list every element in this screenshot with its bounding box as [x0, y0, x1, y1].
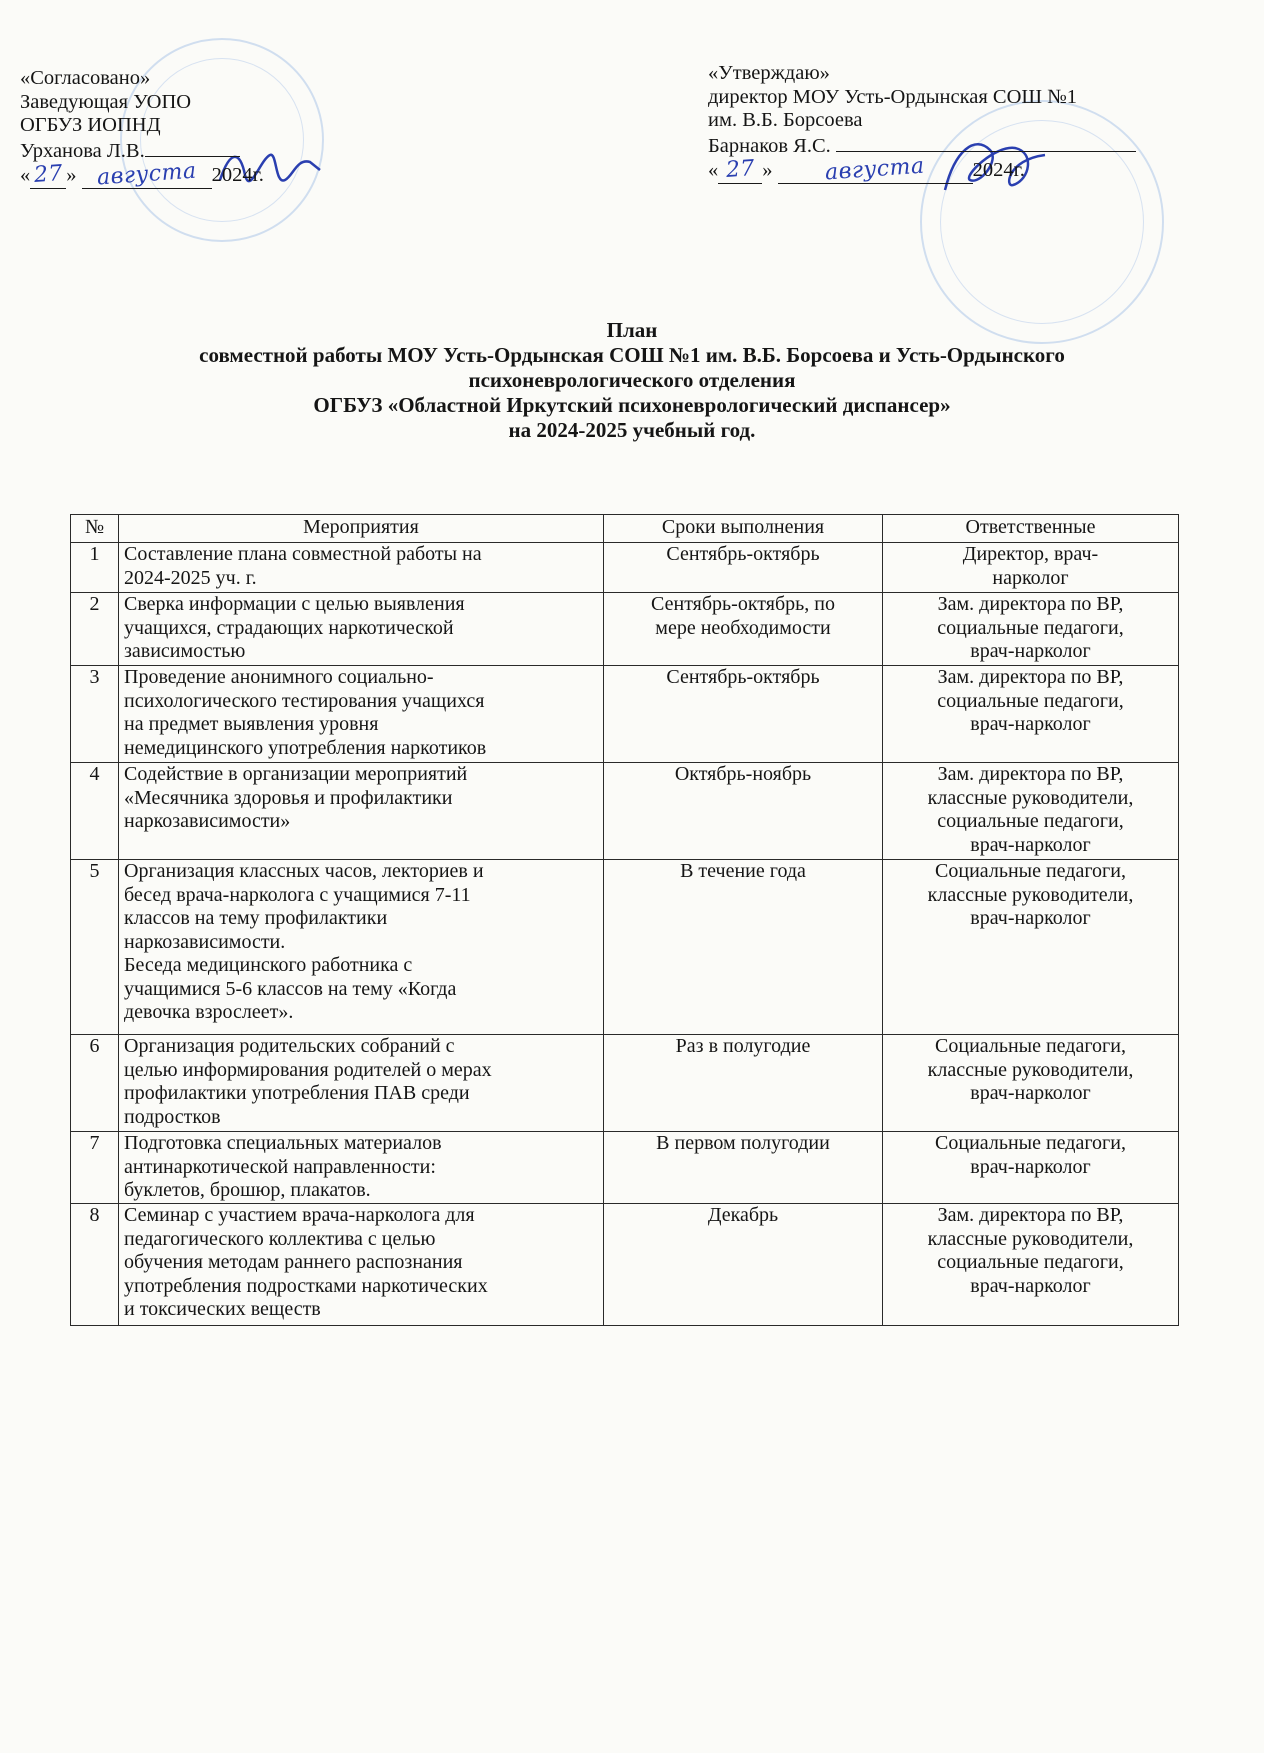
cell-term-line: Сентябрь-октябрь	[666, 666, 820, 688]
cell-resp	[883, 860, 1179, 1035]
cell-num: 2	[71, 593, 119, 666]
header-term: Сроки выполнения	[604, 515, 883, 543]
plan-table	[70, 514, 1179, 1326]
cell-event-line: бесед врача-нарколога с учащимися 7-11	[124, 883, 471, 906]
cell-event-line: классов на тему профилактики	[124, 907, 388, 929]
cell-term-line: мере необходимости	[655, 616, 831, 639]
cell-event	[119, 763, 604, 860]
title-line: психоневрологического отделения	[468, 368, 796, 392]
signature-underline	[145, 138, 240, 157]
cell-event	[119, 593, 604, 666]
approved-date-year: 2024г.	[972, 159, 1025, 181]
agreed-signer-name: Урханова Л.В.	[20, 139, 145, 162]
cell-resp	[883, 1132, 1179, 1204]
approved-signer-name: Барнаков Я.С.	[708, 134, 831, 157]
title-line: совместной работы МОУ Усть-Ордынская СОШ №1 им. В.Б. Борсоева и Усть-Ордынского	[199, 343, 1065, 367]
header-event: Мероприятия	[119, 515, 604, 543]
cell-event-line: употребления подростками наркотических	[124, 1274, 488, 1297]
cell-term	[604, 1204, 883, 1326]
cell-resp-line: нарколог	[992, 566, 1069, 589]
date-quote-close: »	[66, 164, 77, 186]
cell-event-line: и токсических веществ	[124, 1298, 321, 1320]
cell-event-line: учащимися 5-6 классов на тему «Когда	[124, 977, 457, 1000]
cell-event	[119, 666, 604, 763]
table-row	[71, 593, 1179, 666]
plan-table-body	[71, 543, 1179, 1326]
cell-resp-line: социальные педагоги,	[937, 689, 1124, 712]
cell-event-line: профилактики употребления ПАВ среди	[124, 1082, 470, 1104]
cell-term	[604, 763, 883, 860]
cell-event-line: девочка взрослеет».	[124, 1001, 294, 1023]
cell-resp-line: врач-нарколог	[970, 1274, 1091, 1297]
cell-resp-line: врач-нарколог	[970, 907, 1091, 929]
cell-term-line: Октябрь-ноябрь	[674, 763, 812, 785]
cell-resp-line: Социальные педагоги,	[935, 860, 1126, 882]
title-line: ОГБУЗ «Областной Иркутский психоневрологический диспансер»	[313, 393, 951, 417]
approved-signer-line	[708, 133, 1178, 159]
table-header-row	[71, 515, 1179, 543]
cell-term	[604, 593, 883, 666]
cell-term-line: Декабрь	[707, 1204, 779, 1226]
cell-num: 7	[71, 1132, 119, 1204]
cell-num: 8	[71, 1204, 119, 1326]
cell-event-line: зависимостью	[124, 640, 246, 662]
date-quote-open: «	[708, 159, 719, 181]
header-num: №	[71, 515, 119, 543]
cell-resp-line: классные руководители,	[927, 1227, 1134, 1250]
cell-resp-line: Директор, врач-	[962, 543, 1099, 565]
cell-resp	[883, 666, 1179, 763]
cell-event-line: обучения методам раннего распознания	[124, 1251, 463, 1273]
cell-event-line: Проведение анонимного социально-	[124, 666, 434, 688]
approved-date-line	[708, 153, 1178, 186]
cell-event	[119, 543, 604, 593]
cell-resp	[883, 763, 1179, 860]
header-resp: Ответственные	[883, 515, 1179, 543]
cell-resp-line: Зам. директора по ВР,	[937, 593, 1124, 615]
cell-resp-line: социальные педагоги,	[937, 616, 1124, 639]
cell-event-line: Содействие в организации мероприятий	[124, 763, 468, 785]
date-quote-open: «	[20, 164, 31, 186]
agreed-date-day: 27	[30, 163, 66, 189]
cell-event-line: целью информирования родителей о мерах	[124, 1058, 492, 1081]
agreed-line: «Согласовано»	[20, 67, 151, 89]
cell-term	[604, 666, 883, 763]
cell-resp-line: социальные педагоги,	[937, 1251, 1124, 1273]
cell-term-line: Сентябрь-октябрь, по	[651, 593, 835, 615]
cell-event-line: Организация классных часов, лекториев и	[124, 860, 484, 882]
table-row	[71, 1132, 1179, 1204]
cell-event-line: педагогического коллектива с целью	[124, 1227, 436, 1250]
cell-resp	[883, 1204, 1179, 1326]
cell-resp	[883, 543, 1179, 593]
cell-event	[119, 1204, 604, 1326]
cell-event-line: на предмет выявления уровня	[124, 713, 379, 735]
cell-term	[604, 1132, 883, 1204]
cell-num: 6	[71, 1035, 119, 1132]
table-row	[71, 1204, 1179, 1326]
cell-num: 4	[71, 763, 119, 860]
cell-event-line: Организация родительских собраний с	[124, 1035, 455, 1057]
cell-term-line: Раз в полугодие	[675, 1035, 811, 1057]
cell-resp-line: Зам. директора по ВР,	[937, 666, 1124, 688]
cell-event	[119, 860, 604, 1035]
table-row	[71, 543, 1179, 593]
cell-resp-line: врач-нарколог	[970, 1155, 1091, 1178]
title-line: План	[606, 318, 658, 342]
cell-event-line: наркозависимости»	[124, 810, 291, 832]
agreed-date-month: августа	[82, 163, 212, 189]
cell-event-line: 2024-2025 уч. г.	[124, 566, 257, 589]
approved-line: «Утверждаю»	[708, 62, 830, 84]
cell-event	[119, 1035, 604, 1132]
document-title	[40, 318, 1224, 443]
agreed-date-year: 2024г.	[211, 164, 264, 186]
cell-resp	[883, 593, 1179, 666]
table-row	[71, 666, 1179, 763]
cell-resp-line: классные руководители,	[927, 883, 1134, 906]
table-row	[71, 763, 1179, 860]
cell-resp-line: классные руководители,	[927, 1058, 1134, 1081]
cell-event-line: Подготовка специальных материалов	[124, 1132, 442, 1154]
cell-resp-line: Социальные педагоги,	[935, 1132, 1126, 1154]
cell-event-line: Сверка информации с целью выявления	[124, 593, 465, 615]
cell-event-line: буклетов, брошюр, плакатов.	[124, 1179, 371, 1201]
approved-line: им. В.Б. Борсоева	[708, 109, 863, 131]
cell-term-line: В течение года	[680, 860, 806, 882]
cell-resp-line: врач-нарколог	[970, 833, 1091, 856]
agreed-date-line	[20, 158, 350, 191]
cell-num: 5	[71, 860, 119, 1035]
cell-event-line: Беседа медицинского работника с	[124, 954, 413, 976]
cell-resp-line: Зам. директора по ВР,	[937, 763, 1124, 785]
cell-resp-line: Социальные педагоги,	[935, 1035, 1126, 1057]
cell-event-line: антинаркотической направленности:	[124, 1155, 436, 1178]
cell-event-line: наркозависимости.	[124, 930, 286, 953]
cell-resp-line: врач-нарколог	[970, 713, 1091, 735]
cell-event-line: учащихся, страдающих наркотической	[124, 616, 454, 639]
cell-resp-line: социальные педагоги,	[937, 810, 1124, 832]
agreed-line: ОГБУЗ ИОПНД	[20, 114, 161, 136]
cell-event-line: Составление плана совместной работы на	[124, 543, 482, 565]
cell-num: 3	[71, 666, 119, 763]
cell-term	[604, 1035, 883, 1132]
cell-resp-line: Зам. директора по ВР,	[937, 1204, 1124, 1226]
table-row	[71, 1035, 1179, 1132]
cell-event-line: немедицинского употребления наркотиков	[124, 736, 487, 759]
cell-event-line: «Месячника здоровья и профилактики	[124, 786, 453, 809]
cell-resp-line: врач-нарколог	[970, 1082, 1091, 1104]
cell-term	[604, 543, 883, 593]
cell-term	[604, 860, 883, 1035]
cell-term-line: В первом полугодии	[656, 1132, 830, 1154]
cell-event-line: Семинар с участием врача-нарколога для	[124, 1204, 475, 1226]
cell-event	[119, 1132, 604, 1204]
cell-term-line: Сентябрь-октябрь	[666, 543, 820, 565]
agreed-block	[20, 67, 350, 189]
approved-block	[708, 62, 1178, 184]
approved-line: директор МОУ Усть-Ордынская СОШ №1	[708, 85, 1078, 108]
cell-resp	[883, 1035, 1179, 1132]
approved-date-month: августа	[778, 158, 973, 184]
cell-event-line: психологического тестирования учащихся	[124, 689, 485, 712]
cell-event-line: подростков	[124, 1105, 221, 1128]
cell-resp-line: врач-нарколог	[970, 640, 1091, 662]
table-row	[71, 860, 1179, 1035]
cell-num: 1	[71, 543, 119, 593]
signature-underline	[836, 133, 1136, 152]
cell-resp-line: классные руководители,	[927, 786, 1134, 809]
title-line: на 2024-2025 учебный год.	[508, 418, 756, 442]
date-quote-close: »	[762, 159, 773, 181]
agreed-line: Заведующая УОПО	[20, 90, 192, 113]
approved-date-day: 27	[718, 158, 762, 184]
